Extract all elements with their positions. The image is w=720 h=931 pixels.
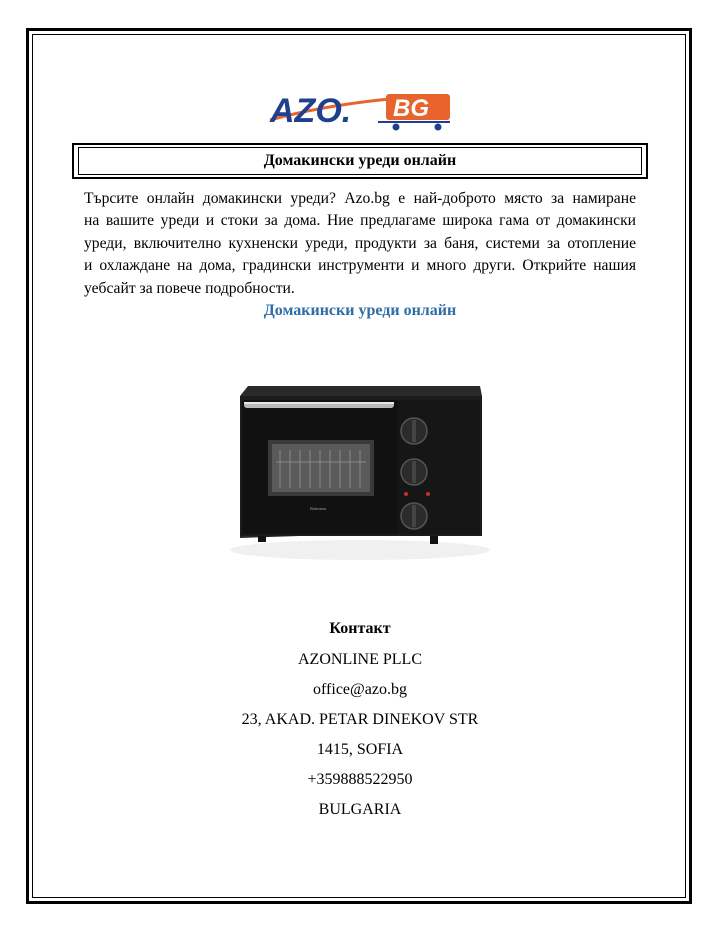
brand-mark: Rohnson [310, 506, 327, 511]
contact-email[interactable]: office@azo.bg [313, 681, 407, 698]
contact-address: 23, AKAD. PETAR DINEKOV STR [241, 711, 479, 728]
intro-line: Търсите онлайн домакински уреди? Azo.bg е най-доброто място за намиране [84, 190, 636, 207]
intro-line: и охлаждане на дома, градински инструменти и много други. Открийте нашия [84, 257, 636, 275]
logo-text-tld: BG [393, 95, 429, 122]
section-subheading[interactable]: Домакински уреди онлайн [263, 302, 457, 319]
oven-knob-icon [401, 503, 427, 529]
azo-bg-logo [266, 82, 456, 132]
intro-line: уреди, включително кухненски уреди, продукти за баня, системи за отопление [84, 234, 636, 252]
contact-heading: Контакт [329, 620, 391, 637]
intro-line: уебсайт за повече подробности. [84, 279, 295, 297]
toaster-oven-image [218, 338, 502, 596]
page-title: Домакински уреди онлайн [78, 147, 642, 175]
oven-knob-icon [401, 459, 427, 485]
contact-phone[interactable]: +359888522950 [307, 771, 413, 788]
cart-wheel-icon [435, 124, 442, 131]
oven-knob-icon [401, 418, 427, 444]
contact-city: 1415, SOFIA [316, 741, 404, 758]
intro-line: на вашите уреди и стоки за дома. Ние предлагаме широка гама от домакински [84, 212, 636, 230]
intro-paragraph [84, 188, 636, 300]
cart-wheel-icon [393, 124, 400, 131]
logo-text-main: AZO. [270, 92, 352, 130]
contact-country: BULGARIA [318, 801, 402, 818]
contact-company: AZONLINE PLLC [298, 651, 422, 668]
